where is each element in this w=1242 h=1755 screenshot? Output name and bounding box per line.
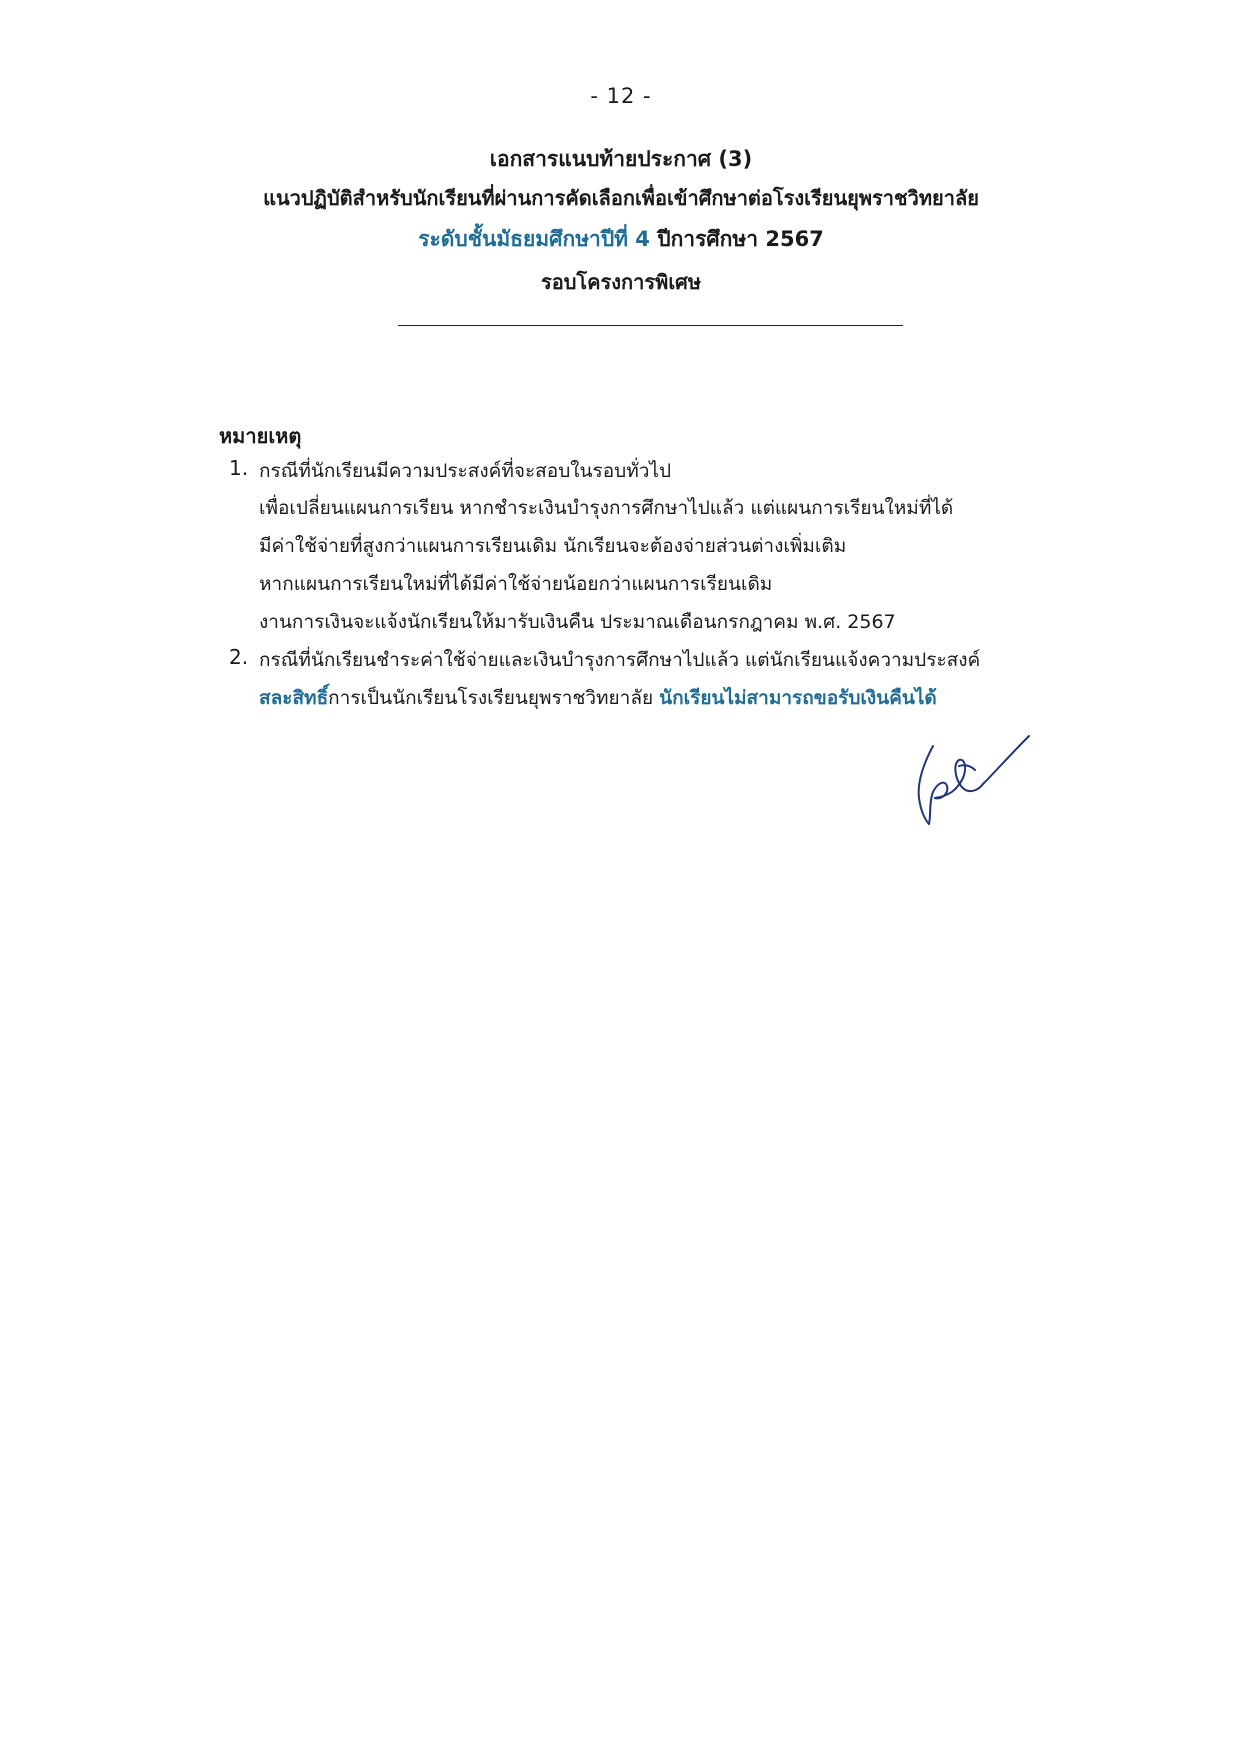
note-item-1-line-2: เพื่อเปลี่ยนแผนการเรียน หากชำระเงินบำรุงการศึกษาไปแล้ว แต่แผนการเรียนใหม่ที่ได้: [259, 497, 954, 519]
note-item-2-number: 2.: [229, 645, 249, 669]
no-refund-text: นักเรียนไม่สามารถขอรับเงินคืนได้: [659, 687, 937, 709]
note-item-1-line-1: กรณีที่นักเรียนมีความประสงค์ที่จะสอบในรอบทั่วไป: [259, 460, 672, 482]
signature-image: [905, 706, 1035, 831]
header-guideline-title: แนวปฏิบัติสำหรับนักเรียนที่ผ่านการคัดเลือกเพื่อเข้าศึกษาต่อโรงเรียนยุพราชวิทยาลัย: [263, 186, 979, 210]
note-item-1-line-4: หากแผนการเรียนใหม่ที่ได้มีค่าใช้จ่ายน้อยกว่าแผนการเรียนเดิม: [259, 573, 773, 595]
note-item-1-line-3: มีค่าใช้จ่ายที่สูงกว่าแผนการเรียนเดิม นักเรียนจะต้องจ่ายส่วนต่างเพิ่มเติม: [259, 535, 847, 557]
notes-heading: หมายเหตุ: [219, 424, 302, 448]
note-item-2-line-1: กรณีที่นักเรียนชำระค่าใช้จ่ายและเงินบำรุงการศึกษาไปแล้ว แต่นักเรียนแจ้งความประสงค์: [259, 649, 981, 671]
page-number: - 12 -: [590, 84, 652, 108]
note-item-2-middle-text: การเป็นนักเรียนโรงเรียนยุพราชวิทยาลัย: [328, 687, 660, 709]
note-item-1-line-5: งานการเงินจะแจ้งนักเรียนให้มารับเงินคืน ประมาณเดือนกรกฎาคม พ.ศ. 2567: [259, 611, 896, 633]
waive-rights-text: สละสิทธิ์: [259, 687, 329, 709]
header-round: รอบโครงการพิเศษ: [540, 270, 702, 294]
header-level: ระดับชั้นมัธยมศึกษาปีที่ 4: [418, 227, 650, 251]
header-level-year: [0, 223, 1242, 256]
header-annex-title: เอกสารแนบท้ายประกาศ (3): [489, 147, 753, 171]
title-divider: [398, 325, 903, 326]
header-year: ปีการศึกษา 2567: [649, 227, 824, 251]
note-item-1-number: 1.: [229, 456, 249, 480]
note-item-2-line-2: [259, 683, 937, 713]
